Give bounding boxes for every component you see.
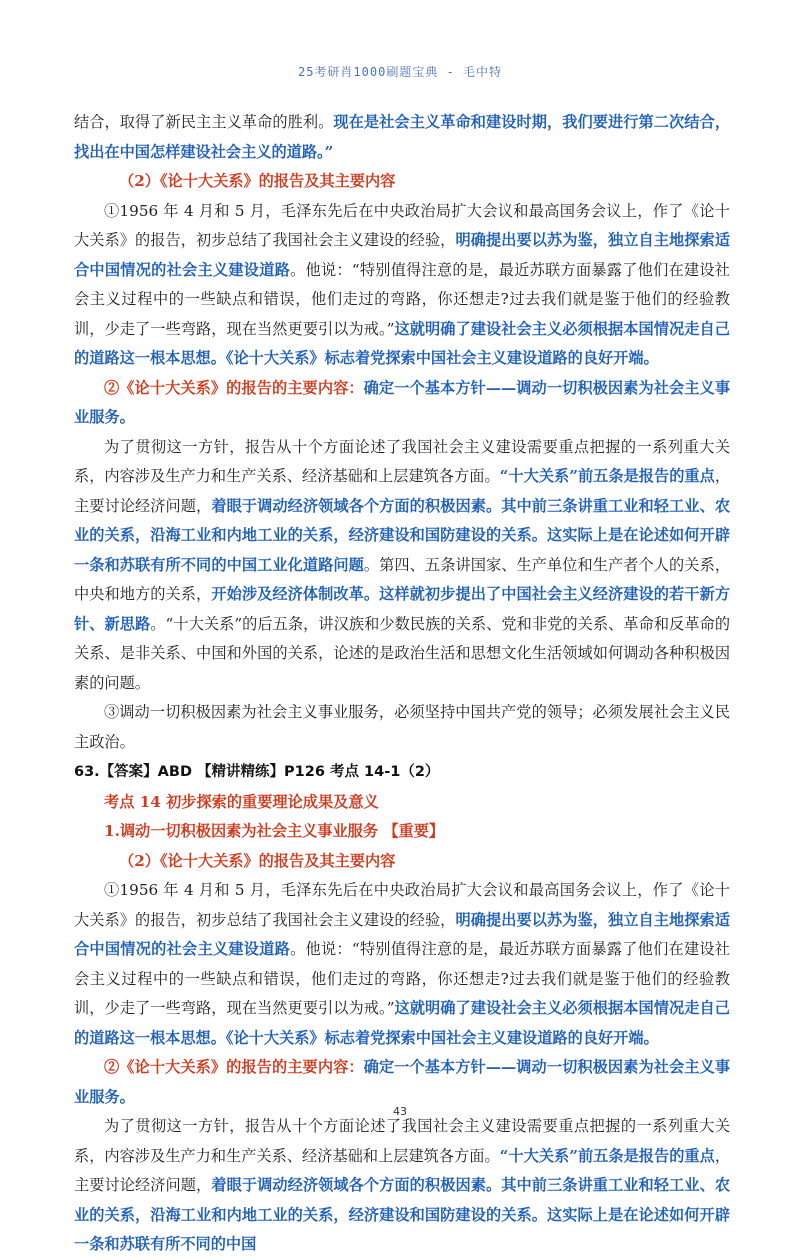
paragraph (74, 698, 730, 757)
highlighted-text: 确定一个基本方针——调动一切积极因素为社会主义事业服务。 (74, 1058, 731, 1106)
body-text: 为了贯彻这一方针，报告从十个方面论述了我国社会主义建设需要重点把握的一系列重大关系，内容涉及生产力和生产关系、经济基础和上层建筑各方面。 (74, 437, 730, 485)
body-text: ③调动一切积极因素为社会主义事业服务，必须坚持中国共产党的领导；必须发展社会主义民主政治。 (74, 703, 730, 751)
body-text: 。他说：“特别值得注意的是，最近苏联方面暴露了他们在建设社会主义过程中的一些缺点和错误，他们走过的弯路，你还想走?过去我们就是鉴于他们的经验教训，少走了一些弯路，现在当然更要引以为戒。” (74, 260, 730, 338)
paragraph (74, 876, 730, 1053)
answer-heading: 63.【答案】ABD 【精讲精练】P126 考点 14-1（2） (74, 764, 440, 780)
body-text: ，主要讨论经济问题， (74, 1146, 730, 1194)
body-text: 。“十大关系”的后五条，讲汉族和少数民族的关系、党和非党的关系、革命和反革命的关系、是非关系、中国和外国的关系，论述的是政治生活和思想文化生活领域如何调动各种积极因素的问题。 (74, 614, 731, 692)
body-text: ①1956 年 4 月和 5 月，毛泽东先后在中央政治局扩大会议和最高国务会议上，作了《论十大关系》的报告，初步总结了我国社会主义建设的经验， (74, 881, 730, 929)
paragraph (74, 1053, 730, 1112)
heading-text: 1.调动一切积极因素为社会主义事业服务 【重要】 (104, 822, 445, 840)
body-text: ①1956 年 4 月和 5 月，毛泽东先后在中央政治局扩大会议和最高国务会议上，作了《论十大关系》的报告，初步总结了我国社会主义建设的经验， (74, 201, 730, 249)
highlighted-text: “十大关系”前五条是报告的重点 (499, 1146, 715, 1165)
heading-text: （2）《论十大关系》的报告及其主要内容 (119, 172, 396, 190)
highlighted-text: “十大关系”前五条是报告的重点 (499, 467, 715, 485)
document-body (74, 108, 730, 1260)
highlighted-text: 明确提出要以苏为鉴，独立自主地探索适合中国情况的社会主义建设道路 (74, 910, 731, 958)
highlighted-text: 这就明确了建设社会主义必须根据本国情况走自己的道路这一根本思想。《论十大关系》标志着党探索中国社会主义建设道路的良好开端。 (74, 319, 730, 367)
highlighted-text: 明确提出要以苏为鉴，独立自主地探索适合中国情况的社会主义建设道路 (74, 231, 731, 279)
highlighted-text: 确定一个基本方针——调动一切积极因素为社会主义事业服务。 (74, 378, 731, 426)
paragraph (74, 788, 730, 818)
body-text: ，主要讨论经济问题， (74, 467, 730, 515)
highlighted-text: 着眼于调动经济领域各个方面的积极因素。其中前三条讲重工业和轻工业、农业的关系，沿海工业和内地工业的关系，经济建设和国防建设的关系。这实际上是在论述如何开辟一条和苏联有所不同的中国工业化道路问题 (74, 496, 731, 574)
paragraph (74, 108, 730, 167)
paragraph (74, 1112, 730, 1260)
body-text: 为了贯彻这一方针，报告从十个方面论述了我国社会主义建设需要重点把握的一系列重大关系，内容涉及生产力和生产关系、经济基础和上层建筑各方面。 (74, 1117, 730, 1165)
heading-text: 考点 14 初步探索的重要理论成果及意义 (104, 792, 379, 811)
paragraph (74, 847, 730, 877)
paragraph (74, 374, 730, 433)
highlighted-text: 着眼于调动经济领域各个方面的积极因素。其中前三条讲重工业和轻工业、农业的关系，沿海工业和内地工业的关系，经济建设和国防建设的关系。这实际上是在论述如何开辟一条和苏联有所不同的中国 (74, 1176, 731, 1253)
heading-text: ②《论十大关系》的报告的主要内容： (104, 378, 364, 397)
heading-text: （2）《论十大关系》的报告及其主要内容 (119, 851, 396, 870)
paragraph (74, 757, 730, 788)
paragraph (74, 817, 730, 847)
body-text: 。第四、五条讲国家、生产单位和生产者个人的关系，中央和地方的关系， (74, 555, 731, 603)
page-number: 43 (393, 1105, 407, 1118)
paragraph (74, 433, 730, 699)
body-text: 结合，取得了新民主主义革命的胜利。 (74, 113, 334, 131)
highlighted-text: 开始涉及经济体制改革。这样就初步提出了中国社会主义经济建设的若干新方针、新思路 (74, 585, 731, 633)
heading-text: ②《论十大关系》的报告的主要内容： (104, 1058, 364, 1076)
highlighted-text: 现在是社会主义革命和建设时期，我们要进行第二次结合，找出在中国怎样建设社会主义的道路。” (74, 113, 731, 161)
paragraph (74, 197, 730, 374)
page-header: 25考研肖1000刷题宝典 - 毛中特 (297, 65, 503, 79)
paragraph (74, 167, 730, 197)
highlighted-text: 这就明确了建设社会主义必须根据本国情况走自己的道路这一根本思想。《论十大关系》标志着党探索中国社会主义建设道路的良好开端。 (74, 999, 730, 1047)
body-text: 。他说：“特别值得注意的是，最近苏联方面暴露了他们在建设社会主义过程中的一些缺点和错误，他们走过的弯路，你还想走?过去我们就是鉴于他们的经验教训，少走了一些弯路，现在当然更要引以为戒。” (74, 940, 730, 1017)
